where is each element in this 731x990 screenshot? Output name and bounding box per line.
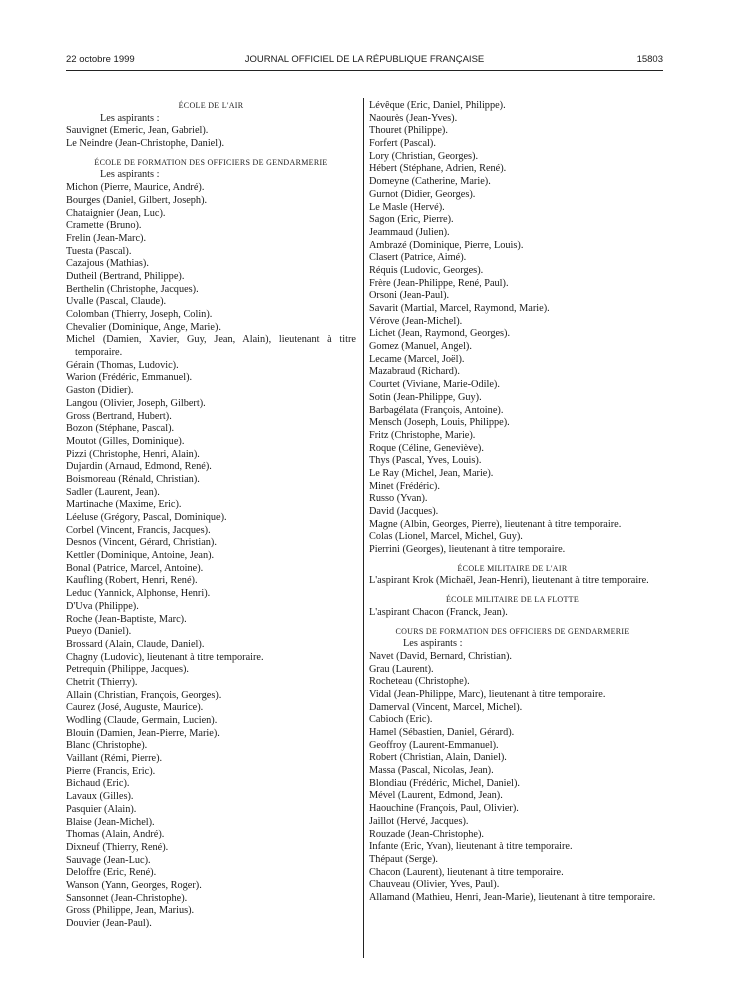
list-entry: Navet (David, Bernard, Christian). xyxy=(369,650,512,662)
list-entry: Jaillot (Hervé, Jacques). xyxy=(369,815,469,827)
list-entry: Michel (Damien, Xavier, Guy, Jean, Alain), lieutenant à titre temporaire. xyxy=(66,334,356,359)
list-entry: Chauveau (Olivier, Yves, Paul). xyxy=(369,879,500,891)
list-entry: Forfert (Pascal). xyxy=(369,138,436,150)
list-entry: Caurez (José, Auguste, Maurice). xyxy=(66,702,204,714)
list-entry: Blouin (Damien, Jean-Pierre, Marie). xyxy=(66,727,220,739)
list-entry: Savarit (Martial, Marcel, Raymond, Marie). xyxy=(369,303,550,314)
list-entry: Petrequin (Philippe, Jacques). xyxy=(66,664,189,676)
list-entry: Uvalle (Pascal, Claude). xyxy=(66,296,167,308)
list-entry: Sauvignet (Emeric, Jean, Gabriel). xyxy=(66,125,209,137)
list-entry: Dutheil (Bertrand, Philippe). xyxy=(66,270,185,282)
list-entry: Robert (Christian, Alain, Daniel). xyxy=(369,752,507,764)
header-date: 22 octobre 1999 xyxy=(66,54,135,65)
list-entry: Kettler (Dominique, Antoine, Jean). xyxy=(66,550,215,562)
list-entry: Cramette (Bruno). xyxy=(66,220,142,232)
section-title: ÉCOLE DE L'AIR xyxy=(178,101,244,110)
list-entry: Bourges (Daniel, Gilbert, Joseph). xyxy=(66,194,208,206)
list-entry: Kaufling (Robert, Henri, René). xyxy=(66,575,198,587)
list-entry: Sagon (Eric, Pierre). xyxy=(369,214,454,226)
list-entry: Thouret (Philippe). xyxy=(369,125,448,137)
list-entry: Geoffroy (Laurent-Emmanuel). xyxy=(369,739,499,751)
list-entry: Bozon (Stéphane, Pascal). xyxy=(66,423,175,435)
list-entry: Boismoreau (Rénald, Christian). xyxy=(66,473,200,485)
section-title: ÉCOLE MILITAIRE DE L'AIR xyxy=(457,563,568,573)
list-entry: Thomas (Alain, André). xyxy=(66,829,165,841)
section-title: COURS DE FORMATION DES OFFICIERS DE GENDARMERIE xyxy=(395,626,630,636)
list-entry: Rouzade (Jean-Christophe). xyxy=(369,828,484,840)
list-entry: Bichaud (Eric). xyxy=(66,778,130,790)
list-entry: Blondiau (Frédéric, Michel, Daniel). xyxy=(369,777,520,789)
list-entry: Barbagélata (François, Antoine). xyxy=(369,404,504,416)
list-entry: Ambrazé (Dominique, Pierre, Louis). xyxy=(369,239,524,251)
list-entry: Gomez (Manuel, Angel). xyxy=(369,341,472,353)
list-entry: Mazabraud (Richard). xyxy=(369,366,460,378)
list-entry: David (Jacques). xyxy=(369,506,439,517)
list-entry: Blanc (Christophe). xyxy=(66,740,148,752)
list-entry: Frère (Jean-Philippe, René, Paul). xyxy=(369,277,509,289)
list-entry: Corbel (Vincent, Francis, Jacques). xyxy=(66,524,211,536)
list-entry: Leduc (Yannick, Alphonse, Henri). xyxy=(66,588,211,600)
list-entry: Allamand (Mathieu, Henri, Jean-Marie), lieutenant à titre temporaire. xyxy=(369,891,656,903)
list-entry: Vaillant (Rémi, Pierre). xyxy=(66,753,163,765)
list-entry: Hamel (Sébastien, Daniel, Gérard). xyxy=(369,727,515,739)
list-entry: Le Neindre (Jean-Christophe, Daniel). xyxy=(66,138,225,150)
list-entry: Chacon (Laurent), lieutenant à titre temporaire. xyxy=(369,866,564,878)
list-entry: Damerval (Vincent, Marcel, Michel). xyxy=(369,701,523,713)
list-entry: Martinache (Maxime, Eric). xyxy=(66,499,182,511)
list-entry: Chevalier (Dominique, Ange, Marie). xyxy=(66,321,221,333)
list-entry: Magne (Albin, Georges, Pierre), lieutenant à titre temporaire. xyxy=(369,518,622,530)
list-entry: Blaise (Jean-Michel). xyxy=(66,816,155,828)
list-entry: Lecame (Marcel, Joël). xyxy=(369,353,465,365)
list-entry: Tuesta (Pascal). xyxy=(66,245,132,257)
list-entry: Lory (Christian, Georges). xyxy=(369,150,479,162)
list-entry: Roche (Jean-Baptiste, Marc). xyxy=(66,613,187,625)
list-entry: Vidal (Jean-Philippe, Marc), lieutenant à titre temporaire. xyxy=(369,688,606,700)
list-entry: Russo (Yvan). xyxy=(369,493,428,505)
list-entry: Cazajous (Mathias). xyxy=(66,258,149,270)
list-entry: Courtet (Viviane, Marie-Odile). xyxy=(369,379,500,391)
section-title: ÉCOLE DE FORMATION DES OFFICIERS DE GENDARMERIE xyxy=(94,157,328,167)
list-entry: Lichet (Jean, Raymond, Georges). xyxy=(369,328,511,340)
list-entry: Sotin (Jean-Philippe, Guy). xyxy=(369,391,482,403)
list-entry: Naourès (Jean-Yves). xyxy=(369,112,458,124)
list-entry: Minet (Frédéric). xyxy=(369,480,440,492)
page-header xyxy=(66,54,663,68)
list-entry: Fritz (Christophe, Marie). xyxy=(369,429,476,441)
list-entry: Chataignier (Jean, Luc). xyxy=(66,207,166,219)
list-entry: Chetrit (Thierry). xyxy=(66,676,138,688)
list-entry: Desnos (Vincent, Gérard, Christian). xyxy=(66,537,217,549)
list-entry: L'aspirant Chacon (Franck, Jean). xyxy=(369,606,508,618)
list-entry: Clasert (Patrice, Aimé). xyxy=(369,252,467,264)
list-entry: Pasquier (Alain). xyxy=(66,803,137,815)
list-entry: Sansonnet (Jean-Christophe). xyxy=(66,892,188,904)
list-entry: Gurnot (Didier, Georges). xyxy=(369,188,476,200)
list-entry: Pierrini (Georges), lieutenant à titre temporaire. xyxy=(369,544,566,556)
list-entry: Wodling (Claude, Germain, Lucien). xyxy=(66,715,218,727)
list-entry: Lavaux (Gilles). xyxy=(66,791,134,803)
list-entry: Douvier (Jean-Paul). xyxy=(66,918,152,930)
list-entry: Massa (Pascal, Nicolas, Jean). xyxy=(369,765,494,777)
left-column xyxy=(66,100,356,931)
list-entry: Pierre (Francis, Eric). xyxy=(66,765,156,777)
list-entry: Deloffre (Eric, René). xyxy=(66,867,157,879)
list-entry: Domeyne (Catherine, Marie). xyxy=(369,176,491,188)
header-page-number: 15803 xyxy=(636,54,663,65)
list-entry: Lévêque (Eric, Daniel, Philippe). xyxy=(369,100,506,111)
list-entry: Thépaut (Serge). xyxy=(369,853,439,865)
list-entry: Dixneuf (Thierry, René). xyxy=(66,841,169,853)
list-entry: Gross (Philippe, Jean, Marius). xyxy=(66,905,195,917)
list-entry: Orsoni (Jean-Paul). xyxy=(369,290,450,302)
list-entry: Rocheteau (Christophe). xyxy=(369,676,470,688)
list-entry: Haouchine (François, Paul, Olivier). xyxy=(369,803,519,815)
section-subheading: Les aspirants : xyxy=(100,169,160,181)
list-entry: Chagny (Ludovic), lieutenant à titre temporaire. xyxy=(66,651,264,663)
list-entry: L'aspirant Krok (Michaël, Jean-Henri), lieutenant à titre temporaire. xyxy=(369,575,649,587)
list-entry: Allain (Christian, François, Georges). xyxy=(66,689,222,701)
list-entry: Sauvage (Jean-Luc). xyxy=(66,854,151,866)
list-entry: Le Masle (Hervé). xyxy=(369,201,445,213)
list-entry: Le Ray (Michel, Jean, Marie). xyxy=(369,467,494,479)
list-entry: Gaston (Didier). xyxy=(66,385,134,397)
column-divider xyxy=(363,98,364,958)
list-entry: Infante (Eric, Yvan), lieutenant à titre temporaire. xyxy=(369,841,573,853)
list-entry: Mensch (Joseph, Louis, Philippe). xyxy=(369,417,510,429)
section-subheading: Les aspirants : xyxy=(100,112,160,124)
list-entry: Roque (Céline, Geneviève). xyxy=(369,442,484,454)
list-entry: Brossard (Alain, Claude, Daniel). xyxy=(66,638,205,650)
list-entry: Wanson (Yann, Georges, Roger). xyxy=(66,879,202,891)
list-entry: Mével (Laurent, Edmond, Jean). xyxy=(369,790,503,802)
list-entry: Grau (Laurent). xyxy=(369,663,434,675)
list-entry: Dujardin (Arnaud, Edmond, René). xyxy=(66,461,212,473)
list-entry: Gross (Bertrand, Hubert). xyxy=(66,410,172,422)
right-column xyxy=(369,100,656,905)
list-entry: D'Uva (Philippe). xyxy=(66,600,139,612)
list-entry: Hébert (Stéphane, Adrien, René). xyxy=(369,163,507,175)
list-entry: Michon (Pierre, Maurice, André). xyxy=(66,182,205,194)
list-entry: Sadler (Laurent, Jean). xyxy=(66,486,160,498)
list-entry: Frelin (Jean-Marc). xyxy=(66,232,147,244)
list-entry: Thys (Pascal, Yves, Louis). xyxy=(369,455,482,467)
list-entry: Colas (Lionel, Marcel, Michel, Guy). xyxy=(369,531,523,543)
header-journal-title: JOURNAL OFFICIEL DE LA RÉPUBLIQUE FRANÇAISE xyxy=(244,54,485,65)
list-entry: Léeluse (Grégory, Pascal, Dominique). xyxy=(66,512,227,524)
header-rule xyxy=(66,70,663,71)
list-entry: Gérain (Thomas, Ludovic). xyxy=(66,359,179,371)
section-title: ÉCOLE MILITAIRE DE LA FLOTTE xyxy=(445,595,580,605)
list-entry: Cabioch (Eric). xyxy=(369,714,433,726)
list-entry: Langou (Olivier, Joseph, Gilbert). xyxy=(66,397,206,409)
list-entry: Colomban (Thierry, Joseph, Colin). xyxy=(66,309,213,320)
list-entry: Jeammaud (Julien). xyxy=(369,226,450,238)
list-entry: Moutot (Gilles, Dominique). xyxy=(66,435,185,447)
list-entry: Vérove (Jean-Michel). xyxy=(369,315,463,327)
section-subheading: Les aspirants : xyxy=(403,638,463,650)
list-entry: Bonal (Patrice, Marcel, Antoine). xyxy=(66,562,204,574)
list-entry: Warion (Frédéric, Emmanuel). xyxy=(66,372,193,384)
list-entry: Pueyo (Daniel). xyxy=(66,626,132,638)
list-entry: Réquis (Ludovic, Georges). xyxy=(369,264,484,276)
list-entry: Berthelin (Christophe, Jacques). xyxy=(66,283,199,295)
list-entry: Pizzi (Christophe, Henri, Alain). xyxy=(66,448,200,460)
